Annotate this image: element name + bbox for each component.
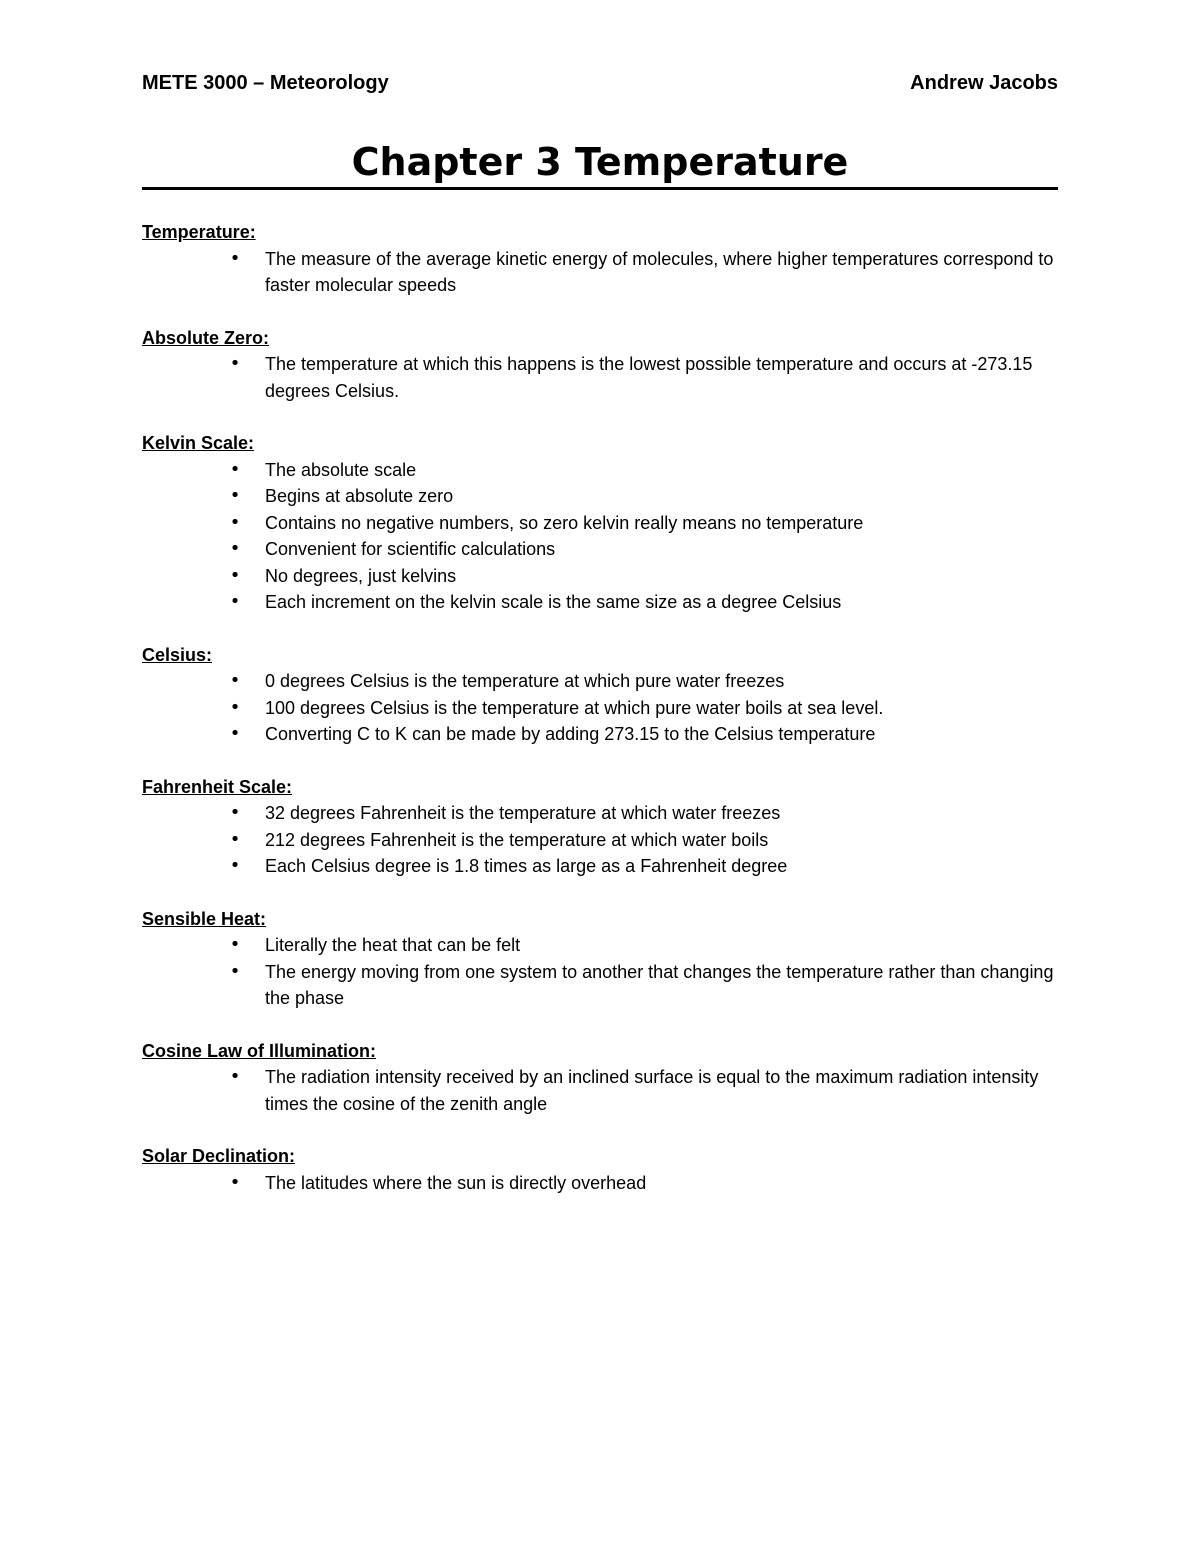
list-item-text: Convenient for scientific calculations bbox=[265, 539, 556, 559]
bullet-dot-icon: • bbox=[229, 696, 241, 718]
notes-section bbox=[142, 642, 1058, 748]
bullet-dot-icon: • bbox=[229, 564, 241, 586]
list-item-text: The absolute scale bbox=[265, 459, 417, 480]
list-item-text: Contains no negative numbers, so zero kelvin really means no temperature bbox=[265, 512, 864, 533]
notes-section bbox=[142, 1038, 1058, 1118]
notes-section bbox=[142, 1143, 1058, 1196]
course-title: METE 3000 – Meteorology bbox=[142, 72, 389, 94]
list-item bbox=[142, 668, 1058, 695]
list-item bbox=[142, 721, 1058, 748]
notes-section bbox=[142, 774, 1058, 880]
list-item bbox=[142, 563, 1058, 590]
bullet-dot-icon: • bbox=[229, 1171, 241, 1193]
bullet-list bbox=[142, 1170, 1058, 1197]
bullet-list bbox=[142, 932, 1058, 1012]
notes-section bbox=[142, 906, 1058, 1012]
bullet-list bbox=[142, 351, 1058, 404]
list-item-text: Literally the heat that can be felt bbox=[265, 935, 521, 955]
list-item bbox=[142, 1064, 1058, 1117]
list-item-text: 32 degrees Fahrenheit is the temperature at which water freezes bbox=[265, 803, 781, 823]
bullet-dot-icon: • bbox=[229, 458, 241, 480]
list-item bbox=[142, 959, 1058, 1012]
list-item-text: 212 degrees Fahrenheit is the temperature at which water boils bbox=[265, 829, 769, 850]
chapter-title: Chapter 3 Temperature bbox=[351, 140, 849, 184]
section-heading: Kelvin Scale: bbox=[142, 433, 255, 453]
list-item bbox=[142, 246, 1058, 299]
list-item bbox=[142, 827, 1058, 854]
bullet-dot-icon: • bbox=[229, 538, 241, 559]
bullet-dot-icon: • bbox=[229, 828, 241, 850]
list-item bbox=[142, 351, 1058, 404]
list-item-text: The temperature at which this happens is the lowest possible temperature and occurs at -273.15 degrees Celsius. bbox=[265, 354, 1033, 401]
notes-section bbox=[142, 430, 1058, 616]
bullet-dot-icon: • bbox=[229, 934, 241, 955]
bullet-dot-icon: • bbox=[229, 723, 241, 744]
bullet-dot-icon: • bbox=[229, 511, 241, 533]
bullet-dot-icon: • bbox=[229, 1066, 241, 1087]
bullet-dot-icon: • bbox=[229, 960, 241, 982]
list-item-text: 100 degrees Celsius is the temperature at which pure water boils at sea level. bbox=[265, 697, 884, 718]
list-item-text: Each Celsius degree is 1.8 times as large as a Fahrenheit degree bbox=[265, 856, 788, 876]
page-header bbox=[142, 72, 1058, 98]
section-heading: Temperature: bbox=[142, 222, 256, 242]
list-item-text: The radiation intensity received by an inclined surface is equal to the maximum radiation intensity times the cosine of the zenith angle bbox=[265, 1067, 1039, 1114]
section-heading: Cosine Law of Illumination: bbox=[142, 1040, 376, 1061]
list-item bbox=[142, 589, 1058, 616]
title-divider bbox=[142, 187, 1058, 190]
author-name: Andrew Jacobs bbox=[910, 72, 1058, 94]
list-item bbox=[142, 1170, 1058, 1197]
bullet-list bbox=[142, 457, 1058, 616]
list-item-text: Begins at absolute zero bbox=[265, 486, 454, 506]
bullet-list bbox=[142, 246, 1058, 299]
list-item bbox=[142, 932, 1058, 959]
list-item-text: Each increment on the kelvin scale is the same size as a degree Celsius bbox=[265, 592, 842, 612]
section-heading: Fahrenheit Scale: bbox=[142, 776, 293, 797]
list-item-text: 0 degrees Celsius is the temperature at which pure water freezes bbox=[265, 671, 785, 691]
list-item bbox=[142, 536, 1058, 563]
section-heading: Celsius: bbox=[142, 644, 213, 665]
list-item-text: The energy moving from one system to another that changes the temperature rather than changing the phase bbox=[265, 961, 1054, 1008]
bullet-dot-icon: • bbox=[229, 855, 241, 876]
list-item-text: The measure of the average kinetic energy of molecules, where higher temperatures correspond to faster molecular speeds bbox=[265, 248, 1054, 295]
notes-section bbox=[142, 325, 1058, 405]
list-item bbox=[142, 457, 1058, 484]
list-item bbox=[142, 800, 1058, 827]
bullet-list bbox=[142, 800, 1058, 880]
list-item bbox=[142, 483, 1058, 510]
list-item-text: The latitudes where the sun is directly overhead bbox=[265, 1172, 647, 1193]
list-item bbox=[142, 695, 1058, 722]
bullet-list bbox=[142, 1064, 1058, 1117]
notes-content bbox=[142, 219, 1058, 1222]
bullet-dot-icon: • bbox=[229, 670, 241, 691]
bullet-dot-icon: • bbox=[229, 802, 241, 823]
bullet-dot-icon: • bbox=[229, 353, 241, 374]
list-item-text: Converting C to K can be made by adding 273.15 to the Celsius temperature bbox=[265, 724, 876, 744]
notes-section bbox=[142, 219, 1058, 299]
bullet-dot-icon: • bbox=[229, 591, 241, 612]
section-heading: Solar Declination: bbox=[142, 1146, 296, 1166]
section-heading: Absolute Zero: bbox=[142, 327, 270, 348]
list-item bbox=[142, 853, 1058, 880]
bullet-list bbox=[142, 668, 1058, 748]
list-item bbox=[142, 510, 1058, 537]
bullet-dot-icon: • bbox=[229, 247, 241, 269]
section-heading: Sensible Heat: bbox=[142, 908, 267, 929]
bullet-dot-icon: • bbox=[229, 485, 241, 506]
list-item-text: No degrees, just kelvins bbox=[265, 565, 457, 586]
